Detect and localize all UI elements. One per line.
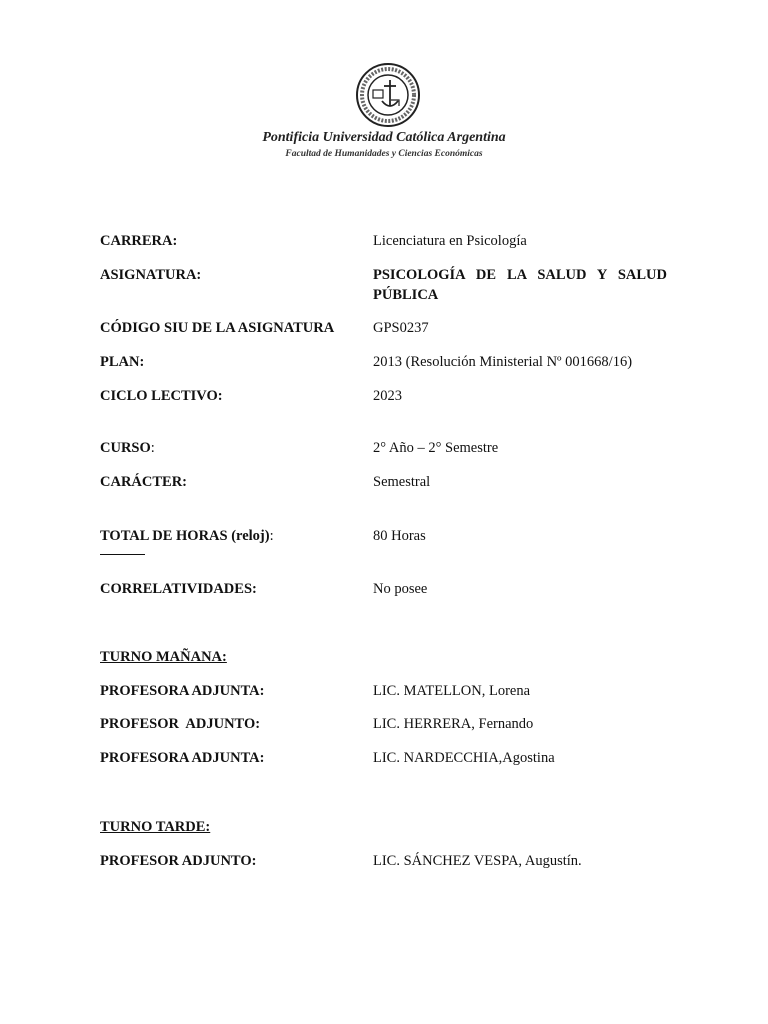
- curso-label: [100, 438, 362, 458]
- curso-value: 2° Año – 2° Semestre: [373, 440, 499, 456]
- turno-manana-heading: TURNO MAÑANA:: [100, 649, 227, 665]
- staff-role: PROFESORA ADJUNTA:: [100, 750, 265, 766]
- faculty-name: Facultad de Humanidades y Ciencias Económicas: [285, 149, 483, 159]
- staff-name: LIC. SÁNCHEZ VESPA, Augustín.: [373, 853, 582, 869]
- caracter-label: CARÁCTER:: [100, 474, 187, 490]
- codigo-label: CÓDIGO SIU DE LA ASIGNATURA: [100, 320, 335, 336]
- correlatividades-value: No posee: [373, 581, 428, 597]
- curso-label-colon: :: [150, 440, 155, 456]
- horas-label-colon: :: [269, 528, 274, 544]
- university-seal-icon: [355, 62, 421, 128]
- turno-tarde-heading: TURNO TARDE:: [100, 819, 211, 835]
- staff-role: PROFESORA ADJUNTA:: [100, 683, 265, 699]
- document-header: [0, 56, 768, 166]
- plan-label: PLAN:: [100, 354, 145, 370]
- staff-name: LIC. HERRERA, Fernando: [373, 716, 534, 732]
- horas-value: 80 Horas: [373, 528, 426, 544]
- carrera-label: CARRERA:: [100, 233, 178, 249]
- carrera-value: Licenciatura en Psicología: [373, 233, 527, 249]
- horas-label: [100, 526, 362, 546]
- staff-role: PROFESOR ADJUNTO:: [100, 853, 257, 869]
- ciclo-label: CICLO LECTIVO:: [100, 388, 223, 404]
- correlatividades-label: CORRELATIVIDADES:: [100, 581, 257, 597]
- asignatura-value-line1: PSICOLOGÍA DE LA SALUD Y SALUD: [373, 267, 667, 283]
- horas-label-text: TOTAL DE HORAS (reloj): [100, 528, 270, 544]
- asignatura-label: ASIGNATURA:: [100, 267, 202, 283]
- codigo-value: GPS0237: [373, 320, 429, 336]
- ciclo-value: 2023: [373, 388, 402, 404]
- asignatura-value: [373, 265, 667, 305]
- caracter-value: Semestral: [373, 474, 431, 490]
- horas-divider: [100, 554, 145, 555]
- staff-name: LIC. NARDECCHIA,Agostina: [373, 750, 555, 766]
- curso-label-text: CURSO: [100, 440, 151, 456]
- staff-role: PROFESOR ADJUNTO:: [100, 716, 261, 732]
- staff-name: LIC. MATELLON, Lorena: [373, 683, 531, 699]
- university-name: Pontificia Universidad Católica Argentina: [262, 130, 506, 145]
- plan-value: 2013 (Resolución Ministerial Nº 001668/16): [373, 354, 633, 370]
- asignatura-value-line2: PÚBLICA: [373, 287, 439, 303]
